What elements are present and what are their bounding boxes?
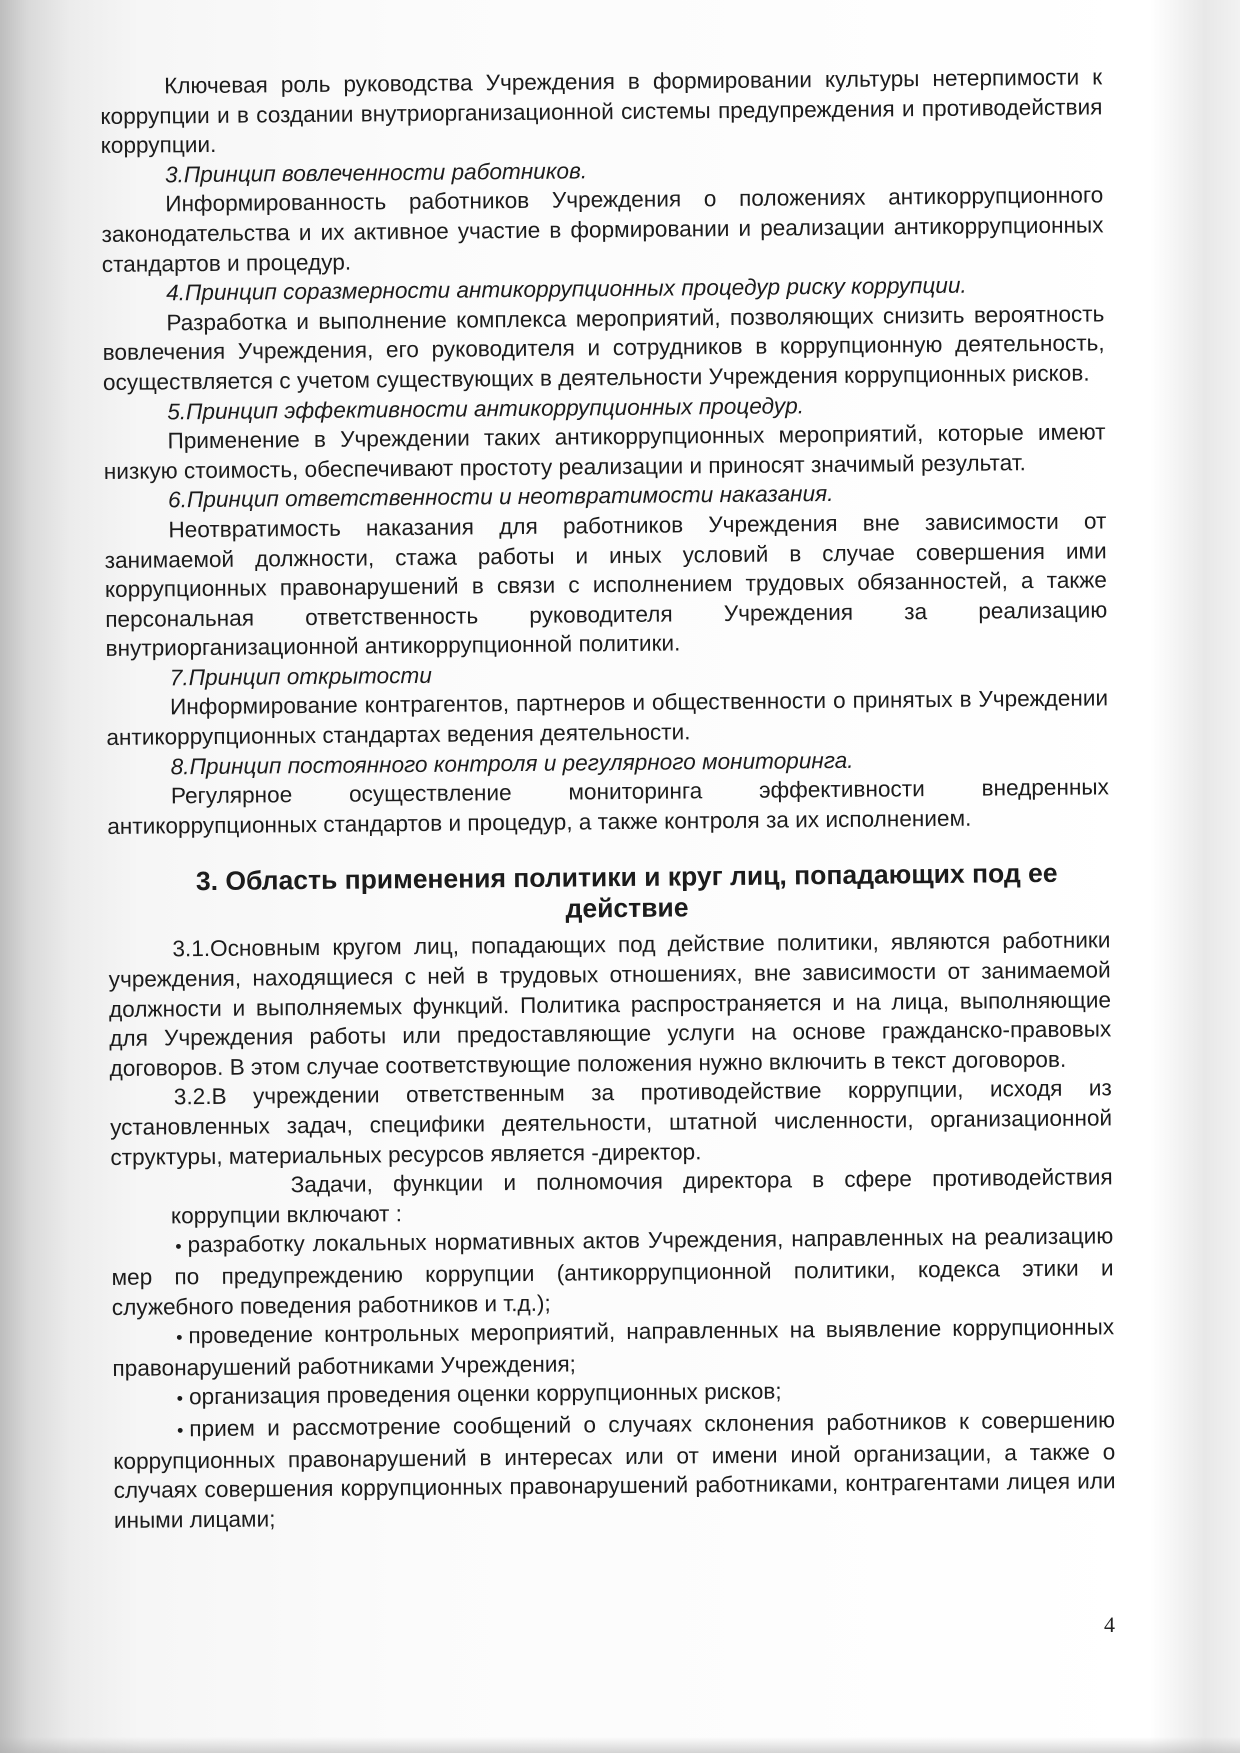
principle-heading: 4.Принцип соразмерности антикоррупционных процедур риску коррупции. [166,272,967,306]
list-item [111,1222,1114,1322]
scan-page-edge [0,1737,1240,1753]
page-number: 4 [1104,1612,1115,1637]
list-item [113,1405,1116,1535]
bullet-icon: • [175,1236,182,1257]
body-paragraph: Информирование контрагентов, партнеров и общественности о принятых в Учреждении антикоррупционных стандартах ведения деятельности. [106,685,1109,751]
bullet-icon: • [176,1420,184,1441]
bullet-icon: • [176,1327,183,1348]
bullet-icon: • [176,1388,184,1409]
principle-heading: 8.Принцип постоянного контроля и регулярного мониторинга. [170,747,854,780]
body-paragraph: Регулярное осуществление мониторинга эффективности внедренных антикоррупционных стандартов и процедур, а также контроля за их исполнением. [107,774,1110,839]
body-paragraph: Ключевая роль руководства Учреждения в формировании культуры нетерпимости к коррупции и в создании внутриорганизационной системы предупреждения и противодействия коррупции. [100,64,1103,159]
list-item-text: разработку локальных нормативных актов Учреждения, направленных на реализацию мер по предупреждению коррупции (антикоррупционной политики, кодекса этики и служебного поведения работников и т.д.); [111,1223,1114,1320]
tasks-intro: Задачи, функции и полномочия директора в сфере противодействия коррупции включают : [170,1164,1113,1229]
body-paragraph: Неотвратимость наказания для работников Учреждения вне зависимости от занимаемой должности, стажа работы и иных условий в случае совершения ими коррупционных правонарушений в связи с исполнением трудовых обязанностей, а также персональная ответственность руководителя Учреждения за реализацию внутриорганизационной антикоррупционной политики. [104,508,1108,662]
list-item [112,1312,1115,1383]
body-paragraph: Разработка и выполнение комплекса мероприятий, позволяющих снизить вероятность вовлечения Учреждения, его руководителя и сотрудников в коррупционную деятельность, осуществляется с учетом существующих в деятельности Учреждения коррупционных рисков. [102,301,1105,395]
list-item-text: прием и рассмотрение сообщений о случаях склонения работников к совершению коррупционных правонарушений в интересах или от имени иной организации, а также о случаях совершения коррупционных правонарушений работниками, контрагентами лицея или иными лицами; [113,1407,1116,1533]
principle-heading: 5.Принцип эффективности антикоррупционных процедур. [167,392,805,424]
body-paragraph: Применение в Учреждении таких антикоррупционных мероприятий, которые имеют низкую стоимость, обеспечивают простоту реализации и приносят значимый результат. [103,419,1106,484]
principle-heading: 3.Принцип вовлеченности работников. [164,158,588,188]
principle-heading: 7.Принцип открытости [169,662,432,691]
principle-heading: 6.Принцип ответственности и неотвратимости наказания. [167,481,834,513]
list-item-text: организация проведения оценки коррупционных рисков; [188,1378,782,1410]
paragraph-3-2: 3.2.В учреждении ответственным за противодействие коррупции, исходя из установленных задач, специфики деятельности, штатной численности, организационной структуры, материальных ресурсов является -директор. [110,1075,1113,1170]
body-paragraph: Информированность работников Учреждения о положениях антикоррупционного законодательства и их активное участие в формировании и реализации антикоррупционных стандартов и процедур. [101,182,1104,277]
section-title: 3. Область применения политики и круг лиц, попадающих под ее действие [195,858,1058,925]
list-item-text: проведение контрольных мероприятий, направленных на выявление коррупционных правонарушений работниками Учреждения; [112,1314,1115,1381]
document-page [100,62,1116,1535]
paragraph-3-1: 3.1.Основным кругом лиц, попадающих под действие политики, являются работники учреждения, находящиеся с ней в трудовых отношениях, вне зависимости от занимаемой должности и выполняемых функций. Политика распространяется и на лица, выполняющие для Учреждения работы или предоставляющие услуги на основе гражданско-правовых договоров. В этом случае соответствующие положения нужно включить в текст договоров. [108,927,1112,1081]
